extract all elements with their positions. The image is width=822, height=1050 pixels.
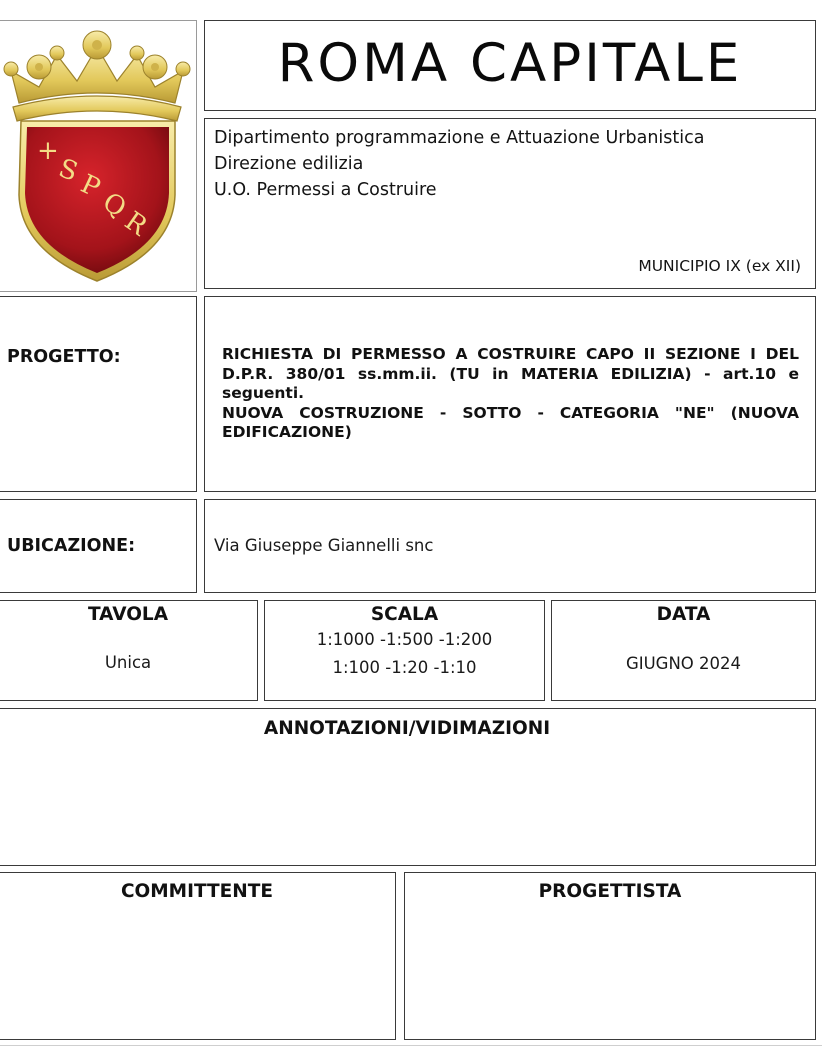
svg-text:S: S — [54, 153, 82, 188]
department-box — [204, 118, 816, 289]
office-line: U.O. Permessi a Costruire — [214, 180, 437, 200]
municipio-label: MUNICIPIO IX (ex XII) — [638, 257, 801, 275]
tavola-box — [0, 600, 258, 701]
annotazioni-box — [0, 708, 816, 866]
cross-glyph: + — [37, 136, 59, 166]
data-value: GIUGNO 2024 — [625, 654, 742, 673]
tavola-label: TAVOLA — [87, 604, 169, 625]
svg-text:R: R — [118, 206, 153, 242]
progetto-line-2: NUOVA COSTRUZIONE - SOTTO - CATEGORIA "NE" (NUOVA EDIFICAZIONE) — [222, 403, 799, 441]
scala-box — [264, 600, 545, 701]
tavola-value: Unica — [104, 653, 152, 672]
title-box — [204, 20, 816, 111]
ubicazione-value: Via Giuseppe Giannelli snc — [214, 536, 434, 555]
scala-label: SCALA — [370, 604, 439, 625]
scala-value-1: 1:1000 -1:500 -1:200 — [316, 630, 493, 649]
progetto-label: PROGETTO: — [7, 347, 121, 367]
svg-text:P: P — [76, 169, 105, 204]
progetto-label-box — [0, 296, 197, 492]
page-bottom-divider — [0, 1045, 822, 1046]
svg-text:Q: Q — [97, 187, 131, 224]
progettista-label: PROGETTISTA — [538, 881, 682, 902]
crown-icon — [4, 31, 190, 121]
progetto-box — [204, 296, 816, 492]
direction-line: Direzione edilizia — [214, 154, 364, 174]
roma-capitale-emblem — [0, 25, 196, 293]
ubicazione-label: UBICAZIONE: — [7, 536, 136, 556]
committente-box — [0, 872, 396, 1040]
progettista-box — [404, 872, 816, 1040]
committente-label: COMMITTENTE — [120, 881, 274, 902]
ubicazione-box — [204, 499, 816, 593]
annotazioni-label: ANNOTAZIONI/VIDIMAZIONI — [263, 718, 551, 739]
ubicazione-label-box — [0, 499, 197, 593]
scala-value-2: 1:100 -1:20 -1:10 — [332, 658, 477, 677]
department-line: Dipartimento programmazione e Attuazione Urbanistica — [214, 128, 705, 148]
data-box — [551, 600, 816, 701]
data-label: DATA — [656, 604, 711, 625]
page-title: ROMA CAPITALE — [277, 33, 743, 94]
emblem-box — [0, 20, 197, 292]
shield-icon — [19, 121, 175, 281]
progetto-description — [222, 345, 799, 443]
progetto-line-1: RICHIESTA DI PERMESSO A COSTRUIRE CAPO II SEZIONE I DEL D.P.R. 380/01 ss.mm.ii. (TU in MATERIA EDILIZIA) - art.10 e seguenti. — [222, 345, 799, 402]
